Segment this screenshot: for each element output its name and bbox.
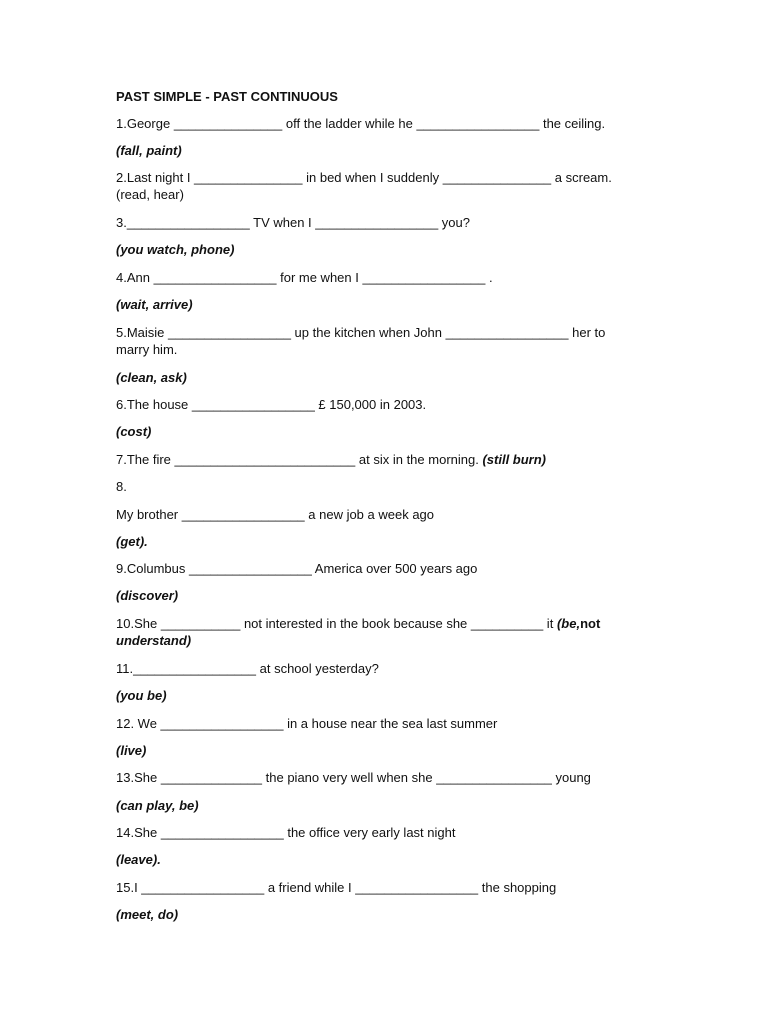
question-7: [116, 451, 636, 468]
question-7-text: 7.The fire _________________________ at six in the morning.: [116, 452, 479, 467]
hint-9: (discover): [116, 588, 179, 603]
hint-1: (fall, paint): [116, 143, 182, 158]
question-10: [116, 615, 636, 632]
question-10-text: 10.She ___________ not interested in the book because she __________ it: [116, 616, 554, 631]
question-4: 4.Ann _________________ for me when I _________________ .: [116, 270, 493, 285]
hint-12: (live): [116, 743, 147, 758]
hint-15: (meet, do): [116, 907, 179, 922]
hint-5: (clean, ask): [116, 370, 187, 385]
hint-11: (you be): [116, 688, 167, 703]
worksheet-title: PAST SIMPLE - PAST CONTINUOUS: [116, 89, 338, 104]
hint-10c: understand): [116, 633, 192, 648]
question-8-number: 8.: [116, 479, 127, 494]
question-9: 9.Columbus _________________ America over 500 years ago: [116, 561, 478, 576]
question-5: 5.Maisie _________________ up the kitchen when John _________________ her to marry him.: [116, 325, 609, 357]
hint-4: (wait, arrive): [116, 297, 193, 312]
question-15: 15.I _________________ a friend while I _________________ the shopping: [116, 880, 557, 895]
question-3: 3._________________ TV when I _________________ you?: [116, 215, 470, 230]
hint-8: (get).: [116, 534, 148, 549]
question-14: 14.She _________________ the office very early last night: [116, 825, 456, 840]
question-1: 1.George _______________ off the ladder while he _________________ the ceiling.: [116, 116, 606, 131]
question-13: 13.She ______________ the piano very well when she ________________ young: [116, 770, 591, 785]
hint-10a: (be,: [556, 616, 581, 631]
question-8: My brother _________________ a new job a week ago: [116, 507, 435, 522]
hint-6: (cost): [116, 424, 152, 439]
question-12: 12. We _________________ in a house near the sea last summer: [116, 716, 498, 731]
question-11: 11._________________ at school yesterday?: [116, 661, 379, 676]
hint-10b: not: [580, 616, 601, 631]
hint-7: (still burn): [482, 452, 547, 467]
question-6: 6.The house _________________ £ 150,000 in 2003.: [116, 397, 427, 412]
hint-3: (you watch, phone): [116, 242, 235, 257]
hint-13: (can play, be): [116, 798, 199, 813]
question-2: 2.Last night I _______________ in bed when I suddenly _______________ a scream. (read, hear): [116, 170, 616, 202]
hint-14: (leave).: [116, 852, 161, 867]
